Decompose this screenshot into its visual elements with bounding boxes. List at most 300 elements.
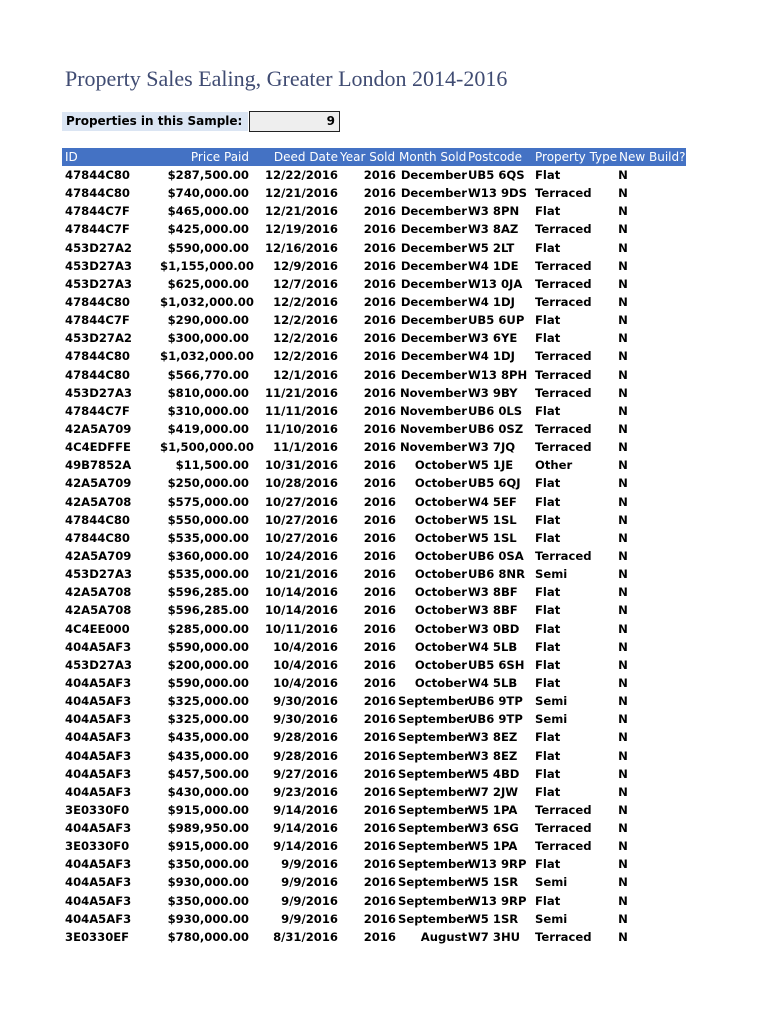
cell-deed-date[interactable]: 12/16/2016 xyxy=(264,240,338,255)
cell-new-build[interactable] xyxy=(618,184,685,202)
cell-month-sold[interactable]: December xyxy=(400,240,467,255)
cell-postcode[interactable]: W3 8EZ xyxy=(468,730,518,745)
cell-new-build[interactable] xyxy=(618,565,685,583)
cell-postcode[interactable]: W7 3HU xyxy=(468,929,521,944)
cell-month-sold[interactable]: September xyxy=(398,911,470,926)
cell-price-paid[interactable]: $566,770.00 xyxy=(167,367,249,382)
cell-year-sold[interactable]: 2016 xyxy=(363,621,396,636)
cell-price-paid[interactable]: $435,000.00 xyxy=(167,748,249,763)
cell-deed-date[interactable]: 12/21/2016 xyxy=(264,186,338,201)
cell-price-paid[interactable]: $287,500.00 xyxy=(167,168,249,182)
cell-month-sold[interactable]: October xyxy=(414,567,467,582)
cell-month-sold[interactable]: October xyxy=(414,494,467,509)
cell-new-build[interactable] xyxy=(618,710,685,728)
cell-new-build[interactable] xyxy=(618,347,685,365)
cell-postcode[interactable]: W5 1SL xyxy=(468,512,517,527)
cell-id[interactable]: 3E0330F0 xyxy=(65,802,130,817)
cell-price-paid[interactable]: $250,000.00 xyxy=(167,476,249,491)
cell-price-paid[interactable]: $290,000.00 xyxy=(167,313,249,328)
table-row[interactable] xyxy=(62,747,686,765)
cell-deed-date[interactable]: 9/27/2016 xyxy=(273,766,338,781)
table-row[interactable] xyxy=(62,710,686,728)
cell-property-type[interactable]: Flat xyxy=(535,530,561,545)
table-row[interactable] xyxy=(62,311,686,329)
cell-deed-date[interactable]: 9/14/2016 xyxy=(273,802,338,817)
cell-postcode[interactable]: W3 6YE xyxy=(468,331,518,346)
cell-price-paid[interactable]: $11,500.00 xyxy=(175,458,249,473)
cell-new-build[interactable] xyxy=(618,384,685,402)
cell-deed-date[interactable]: 12/19/2016 xyxy=(264,222,338,237)
table-row[interactable] xyxy=(62,420,686,438)
cell-price-paid[interactable]: $430,000.00 xyxy=(167,784,249,799)
cell-property-type[interactable]: Terraced xyxy=(535,548,592,563)
cell-month-sold[interactable]: December xyxy=(400,367,467,382)
cell-month-sold[interactable]: September xyxy=(398,766,470,781)
cell-month-sold[interactable]: October xyxy=(414,639,467,654)
cell-id[interactable]: 404A5AF3 xyxy=(65,857,132,872)
cell-year-sold[interactable]: 2016 xyxy=(363,748,396,763)
cell-new-build[interactable] xyxy=(618,801,685,819)
cell-month-sold[interactable]: September xyxy=(398,694,470,709)
cell-price-paid[interactable]: $596,285.00 xyxy=(167,603,249,618)
cell-new-build[interactable] xyxy=(618,493,685,511)
cell-id[interactable]: 47844C7F xyxy=(65,313,130,328)
cell-property-type[interactable]: Terraced xyxy=(535,186,592,201)
cell-postcode[interactable]: W5 4BD xyxy=(468,766,520,781)
cell-year-sold[interactable]: 2016 xyxy=(363,802,396,817)
cell-year-sold[interactable]: 2016 xyxy=(363,349,396,364)
cell-id[interactable]: 47844C7F xyxy=(65,403,130,418)
cell-year-sold[interactable]: 2016 xyxy=(363,893,396,908)
table-row[interactable] xyxy=(62,837,686,855)
cell-new-build[interactable] xyxy=(618,311,685,329)
cell-month-sold[interactable]: December xyxy=(400,276,467,291)
cell-postcode[interactable]: W4 5LB xyxy=(468,639,518,654)
table-row[interactable] xyxy=(62,620,686,638)
table-row[interactable] xyxy=(62,239,686,257)
cell-year-sold[interactable]: 2016 xyxy=(363,911,396,926)
cell-postcode[interactable]: W13 0JA xyxy=(468,276,523,291)
cell-property-type[interactable]: Terraced xyxy=(535,929,592,944)
cell-new-build[interactable] xyxy=(618,910,685,928)
cell-month-sold[interactable]: October xyxy=(414,621,467,636)
cell-deed-date[interactable]: 9/14/2016 xyxy=(273,839,338,854)
cell-postcode[interactable]: W3 8BF xyxy=(468,585,518,600)
cell-month-sold[interactable]: December xyxy=(400,294,467,309)
cell-month-sold[interactable]: December xyxy=(400,313,467,328)
cell-new-build[interactable] xyxy=(618,638,685,656)
cell-year-sold[interactable]: 2016 xyxy=(363,294,396,309)
cell-month-sold[interactable]: December xyxy=(400,222,467,237)
cell-deed-date[interactable]: 12/2/2016 xyxy=(273,331,338,346)
cell-postcode[interactable]: W3 0BD xyxy=(468,621,520,636)
cell-new-build[interactable] xyxy=(618,892,685,910)
cell-postcode[interactable]: UB6 9TP xyxy=(468,712,523,727)
cell-new-build[interactable] xyxy=(618,511,685,529)
cell-postcode[interactable]: UB5 6UP xyxy=(468,313,525,328)
cell-deed-date[interactable]: 10/4/2016 xyxy=(273,657,338,672)
table-row[interactable] xyxy=(62,275,686,293)
table-row[interactable] xyxy=(62,692,686,710)
cell-property-type[interactable]: Flat xyxy=(535,639,561,654)
table-row[interactable] xyxy=(62,601,686,619)
cell-new-build[interactable] xyxy=(618,202,685,220)
cell-price-paid[interactable]: $325,000.00 xyxy=(167,694,249,709)
cell-property-type[interactable]: Flat xyxy=(535,893,561,908)
cell-price-paid[interactable]: $1,032,000.00 xyxy=(160,294,254,309)
cell-price-paid[interactable]: $300,000.00 xyxy=(167,331,249,346)
cell-property-type[interactable]: Terraced xyxy=(535,276,592,291)
cell-price-paid[interactable]: $435,000.00 xyxy=(167,730,249,745)
header-postcode[interactable]: Postcode xyxy=(468,150,523,164)
cell-month-sold[interactable]: December xyxy=(400,349,467,364)
cell-year-sold[interactable]: 2016 xyxy=(363,585,396,600)
cell-price-paid[interactable]: $535,000.00 xyxy=(167,530,249,545)
cell-year-sold[interactable]: 2016 xyxy=(363,512,396,527)
cell-property-type[interactable]: Flat xyxy=(535,168,561,182)
cell-new-build[interactable] xyxy=(618,747,685,765)
cell-id[interactable]: 47844C80 xyxy=(65,186,130,201)
cell-property-type[interactable]: Flat xyxy=(535,730,561,745)
table-row[interactable] xyxy=(62,257,686,275)
cell-price-paid[interactable]: $740,000.00 xyxy=(167,186,249,201)
cell-year-sold[interactable]: 2016 xyxy=(363,657,396,672)
table-row[interactable] xyxy=(62,293,686,311)
cell-price-paid[interactable]: $915,000.00 xyxy=(167,839,249,854)
cell-property-type[interactable]: Semi xyxy=(535,712,568,727)
cell-year-sold[interactable]: 2016 xyxy=(363,929,396,944)
cell-price-paid[interactable]: $590,000.00 xyxy=(167,240,249,255)
cell-postcode[interactable]: W4 5EF xyxy=(468,494,517,509)
cell-postcode[interactable]: UB5 6QS xyxy=(468,168,525,182)
cell-month-sold[interactable]: December xyxy=(400,331,467,346)
cell-year-sold[interactable]: 2016 xyxy=(363,331,396,346)
cell-year-sold[interactable]: 2016 xyxy=(363,694,396,709)
cell-price-paid[interactable]: $350,000.00 xyxy=(167,857,249,872)
cell-id[interactable]: 404A5AF3 xyxy=(65,893,132,908)
cell-id[interactable]: 453D27A2 xyxy=(65,331,132,346)
cell-year-sold[interactable]: 2016 xyxy=(363,839,396,854)
table-row[interactable] xyxy=(62,565,686,583)
cell-property-type[interactable]: Semi xyxy=(535,694,568,709)
cell-month-sold[interactable]: December xyxy=(400,258,467,273)
table-row[interactable] xyxy=(62,873,686,891)
cell-postcode[interactable]: UB6 9TP xyxy=(468,694,523,709)
cell-month-sold[interactable]: September xyxy=(398,712,470,727)
cell-year-sold[interactable]: 2016 xyxy=(363,530,396,545)
cell-id[interactable]: 404A5AF3 xyxy=(65,675,132,690)
cell-year-sold[interactable]: 2016 xyxy=(363,313,396,328)
cell-property-type[interactable]: Terraced xyxy=(535,802,592,817)
table-row[interactable] xyxy=(62,384,686,402)
table-row[interactable] xyxy=(62,801,686,819)
cell-postcode[interactable]: UB6 0LS xyxy=(468,403,523,418)
header-property-type[interactable]: Property Type xyxy=(535,150,618,164)
cell-id[interactable]: 42A5A708 xyxy=(65,603,132,618)
cell-deed-date[interactable]: 10/11/2016 xyxy=(264,621,338,636)
cell-month-sold[interactable]: December xyxy=(400,186,467,201)
cell-property-type[interactable]: Terraced xyxy=(535,222,592,237)
cell-postcode[interactable]: W3 8EZ xyxy=(468,748,518,763)
table-row[interactable] xyxy=(62,910,686,928)
cell-new-build[interactable] xyxy=(618,456,685,474)
cell-property-type[interactable]: Flat xyxy=(535,585,561,600)
cell-new-build[interactable] xyxy=(618,547,685,565)
cell-month-sold[interactable]: October xyxy=(414,675,467,690)
cell-deed-date[interactable]: 12/7/2016 xyxy=(273,276,338,291)
cell-month-sold[interactable]: September xyxy=(398,875,470,890)
cell-postcode[interactable]: W5 1JE xyxy=(468,458,514,473)
cell-id[interactable]: 3E0330F0 xyxy=(65,839,130,854)
cell-deed-date[interactable]: 9/30/2016 xyxy=(273,694,338,709)
cell-property-type[interactable]: Terraced xyxy=(535,421,592,436)
cell-deed-date[interactable]: 11/11/2016 xyxy=(264,403,338,418)
cell-deed-date[interactable]: 9/28/2016 xyxy=(273,748,338,763)
table-row[interactable] xyxy=(62,728,686,746)
cell-month-sold[interactable]: September xyxy=(398,821,470,836)
cell-new-build[interactable] xyxy=(618,855,685,873)
cell-year-sold[interactable]: 2016 xyxy=(363,857,396,872)
cell-postcode[interactable]: W4 5LB xyxy=(468,675,518,690)
cell-new-build[interactable] xyxy=(618,220,685,238)
cell-property-type[interactable]: Flat xyxy=(535,857,561,872)
cell-price-paid[interactable]: $590,000.00 xyxy=(167,639,249,654)
table-row[interactable] xyxy=(62,583,686,601)
cell-property-type[interactable]: Flat xyxy=(535,240,561,255)
cell-deed-date[interactable]: 10/27/2016 xyxy=(264,512,338,527)
cell-new-build[interactable] xyxy=(618,620,685,638)
cell-deed-date[interactable]: 9/14/2016 xyxy=(273,821,338,836)
cell-deed-date[interactable]: 9/9/2016 xyxy=(281,875,338,890)
cell-id[interactable]: 49B7852A xyxy=(65,458,132,473)
cell-price-paid[interactable]: $1,155,000.00 xyxy=(160,258,254,273)
cell-id[interactable]: 404A5AF3 xyxy=(65,911,132,926)
cell-id[interactable]: 404A5AF3 xyxy=(65,712,132,727)
cell-deed-date[interactable]: 10/4/2016 xyxy=(273,639,338,654)
header-price-paid[interactable]: Price Paid xyxy=(190,150,249,164)
cell-id[interactable]: 47844C80 xyxy=(65,367,130,382)
cell-postcode[interactable]: W5 1SR xyxy=(468,875,519,890)
cell-id[interactable]: 42A5A708 xyxy=(65,585,132,600)
cell-id[interactable]: 404A5AF3 xyxy=(65,694,132,709)
cell-deed-date[interactable]: 10/31/2016 xyxy=(264,458,338,473)
cell-id[interactable]: 453D27A3 xyxy=(65,276,132,291)
table-row[interactable] xyxy=(62,493,686,511)
header-month-sold[interactable]: Month Sold xyxy=(399,150,467,164)
cell-price-paid[interactable]: $930,000.00 xyxy=(167,875,249,890)
cell-deed-date[interactable]: 12/2/2016 xyxy=(273,313,338,328)
cell-property-type[interactable]: Flat xyxy=(535,675,561,690)
cell-deed-date[interactable]: 11/21/2016 xyxy=(264,385,338,400)
cell-postcode[interactable]: W13 9RP xyxy=(468,893,527,908)
cell-price-paid[interactable]: $350,000.00 xyxy=(167,893,249,908)
cell-price-paid[interactable]: $419,000.00 xyxy=(167,421,249,436)
cell-year-sold[interactable]: 2016 xyxy=(363,440,396,455)
cell-new-build[interactable] xyxy=(618,402,685,420)
cell-price-paid[interactable]: $465,000.00 xyxy=(167,204,249,219)
cell-property-type[interactable]: Terraced xyxy=(535,385,592,400)
table-row[interactable] xyxy=(62,184,686,202)
cell-month-sold[interactable]: September xyxy=(398,839,470,854)
cell-postcode[interactable]: W5 2LT xyxy=(468,240,515,255)
cell-id[interactable]: 47844C80 xyxy=(65,294,130,309)
cell-deed-date[interactable]: 10/24/2016 xyxy=(264,548,338,563)
cell-property-type[interactable]: Terraced xyxy=(535,821,592,836)
cell-new-build[interactable] xyxy=(618,438,685,456)
cell-new-build[interactable] xyxy=(618,601,685,619)
header-id[interactable]: ID xyxy=(65,150,78,164)
cell-price-paid[interactable]: $915,000.00 xyxy=(167,802,249,817)
cell-property-type[interactable]: Other xyxy=(535,458,573,473)
cell-postcode[interactable]: W5 1PA xyxy=(468,802,518,817)
cell-postcode[interactable]: W3 9BY xyxy=(468,385,518,400)
cell-year-sold[interactable]: 2016 xyxy=(363,258,396,273)
cell-id[interactable]: 404A5AF3 xyxy=(65,639,132,654)
cell-month-sold[interactable]: August xyxy=(420,929,467,944)
cell-postcode[interactable]: W5 1SR xyxy=(468,911,519,926)
cell-month-sold[interactable]: November xyxy=(399,385,467,400)
cell-year-sold[interactable]: 2016 xyxy=(363,458,396,473)
cell-new-build[interactable] xyxy=(618,257,685,275)
header-year-sold[interactable]: Year Sold xyxy=(340,150,396,164)
cell-postcode[interactable]: W5 1PA xyxy=(468,839,518,854)
cell-year-sold[interactable]: 2016 xyxy=(363,730,396,745)
cell-property-type[interactable]: Flat xyxy=(535,331,561,346)
cell-property-type[interactable]: Flat xyxy=(535,603,561,618)
cell-deed-date[interactable]: 9/28/2016 xyxy=(273,730,338,745)
cell-deed-date[interactable]: 9/23/2016 xyxy=(273,784,338,799)
cell-id[interactable]: 404A5AF3 xyxy=(65,875,132,890)
cell-deed-date[interactable]: 11/1/2016 xyxy=(273,440,338,455)
cell-year-sold[interactable]: 2016 xyxy=(363,385,396,400)
cell-id[interactable]: 47844C80 xyxy=(65,349,130,364)
cell-new-build[interactable] xyxy=(618,275,685,293)
cell-price-paid[interactable]: $780,000.00 xyxy=(167,929,249,944)
cell-property-type[interactable]: Flat xyxy=(535,494,561,509)
cell-deed-date[interactable]: 12/9/2016 xyxy=(273,258,338,273)
cell-price-paid[interactable]: $1,032,000.00 xyxy=(160,349,254,364)
cell-deed-date[interactable]: 9/30/2016 xyxy=(273,712,338,727)
cell-postcode[interactable]: UB5 6SH xyxy=(468,657,525,672)
cell-month-sold[interactable]: November xyxy=(399,440,467,455)
cell-price-paid[interactable]: $285,000.00 xyxy=(167,621,249,636)
cell-postcode[interactable]: W13 9DS xyxy=(468,186,527,201)
cell-id[interactable]: 453D27A3 xyxy=(65,657,132,672)
table-row[interactable] xyxy=(62,855,686,873)
cell-price-paid[interactable]: $989,950.00 xyxy=(167,821,249,836)
cell-new-build[interactable] xyxy=(618,474,685,492)
cell-year-sold[interactable]: 2016 xyxy=(363,548,396,563)
cell-id[interactable]: 453D27A2 xyxy=(65,240,132,255)
cell-property-type[interactable]: Flat xyxy=(535,313,561,328)
cell-property-type[interactable]: Flat xyxy=(535,476,561,491)
cell-postcode[interactable]: W4 1DJ xyxy=(468,294,515,309)
cell-postcode[interactable]: W3 6SG xyxy=(468,821,519,836)
cell-id[interactable]: 47844C80 xyxy=(65,512,130,527)
cell-new-build[interactable] xyxy=(618,166,685,184)
table-row[interactable] xyxy=(62,656,686,674)
cell-new-build[interactable] xyxy=(618,329,685,347)
cell-id[interactable]: 404A5AF3 xyxy=(65,766,132,781)
cell-property-type[interactable]: Flat xyxy=(535,204,561,219)
cell-id[interactable]: 42A5A709 xyxy=(65,548,132,563)
cell-year-sold[interactable]: 2016 xyxy=(363,421,396,436)
cell-property-type[interactable]: Semi xyxy=(535,911,568,926)
cell-year-sold[interactable]: 2016 xyxy=(363,367,396,382)
cell-postcode[interactable]: W5 1SL xyxy=(468,530,517,545)
cell-month-sold[interactable]: October xyxy=(414,458,467,473)
cell-deed-date[interactable]: 12/2/2016 xyxy=(273,294,338,309)
cell-deed-date[interactable]: 10/4/2016 xyxy=(273,675,338,690)
cell-deed-date[interactable]: 12/2/2016 xyxy=(273,349,338,364)
cell-month-sold[interactable]: October xyxy=(414,657,467,672)
cell-price-paid[interactable]: $590,000.00 xyxy=(167,675,249,690)
cell-price-paid[interactable]: $1,500,000.00 xyxy=(160,440,254,455)
table-row[interactable] xyxy=(62,366,686,384)
cell-id[interactable]: 404A5AF3 xyxy=(65,730,132,745)
cell-deed-date[interactable]: 12/21/2016 xyxy=(264,204,338,219)
table-row[interactable] xyxy=(62,547,686,565)
cell-id[interactable]: 3E0330EF xyxy=(65,929,130,944)
cell-year-sold[interactable]: 2016 xyxy=(363,222,396,237)
cell-year-sold[interactable]: 2016 xyxy=(363,821,396,836)
cell-postcode[interactable]: W4 1DE xyxy=(468,258,519,273)
table-row[interactable] xyxy=(62,438,686,456)
cell-property-type[interactable]: Flat xyxy=(535,657,561,672)
cell-year-sold[interactable]: 2016 xyxy=(363,875,396,890)
cell-postcode[interactable]: W3 8PN xyxy=(468,204,520,219)
cell-new-build[interactable] xyxy=(618,674,685,692)
cell-deed-date[interactable]: 9/9/2016 xyxy=(281,911,338,926)
cell-id[interactable]: 42A5A709 xyxy=(65,476,132,491)
cell-price-paid[interactable]: $930,000.00 xyxy=(167,911,249,926)
cell-deed-date[interactable]: 9/9/2016 xyxy=(281,857,338,872)
cell-year-sold[interactable]: 2016 xyxy=(363,766,396,781)
cell-deed-date[interactable]: 8/31/2016 xyxy=(273,929,338,944)
cell-property-type[interactable]: Terraced xyxy=(535,367,592,382)
cell-new-build[interactable] xyxy=(618,293,685,311)
cell-deed-date[interactable]: 11/10/2016 xyxy=(264,421,338,436)
cell-price-paid[interactable]: $457,500.00 xyxy=(167,766,249,781)
cell-price-paid[interactable]: $596,285.00 xyxy=(167,585,249,600)
table-row[interactable] xyxy=(62,892,686,910)
cell-deed-date[interactable]: 12/1/2016 xyxy=(273,367,338,382)
table-row[interactable] xyxy=(62,928,686,946)
cell-new-build[interactable] xyxy=(618,366,685,384)
cell-month-sold[interactable]: September xyxy=(398,857,470,872)
cell-new-build[interactable] xyxy=(618,239,685,257)
cell-price-paid[interactable]: $575,000.00 xyxy=(167,494,249,509)
cell-year-sold[interactable]: 2016 xyxy=(363,476,396,491)
table-row[interactable] xyxy=(62,166,686,184)
cell-postcode[interactable]: UB5 6QJ xyxy=(468,476,521,491)
cell-deed-date[interactable]: 10/21/2016 xyxy=(264,567,338,582)
cell-property-type[interactable]: Terraced xyxy=(535,294,592,309)
cell-year-sold[interactable]: 2016 xyxy=(363,403,396,418)
header-new-build[interactable]: New Build? xyxy=(619,150,686,164)
cell-property-type[interactable]: Terraced xyxy=(535,349,592,364)
cell-month-sold[interactable]: October xyxy=(414,530,467,545)
table-row[interactable] xyxy=(62,819,686,837)
cell-new-build[interactable] xyxy=(618,765,685,783)
cell-postcode[interactable]: W3 8BF xyxy=(468,603,518,618)
cell-postcode[interactable]: UB6 8NR xyxy=(468,567,526,582)
cell-id[interactable]: 42A5A708 xyxy=(65,494,132,509)
cell-year-sold[interactable]: 2016 xyxy=(363,186,396,201)
cell-price-paid[interactable]: $535,000.00 xyxy=(167,567,249,582)
cell-new-build[interactable] xyxy=(618,529,685,547)
cell-id[interactable]: 453D27A3 xyxy=(65,258,132,273)
